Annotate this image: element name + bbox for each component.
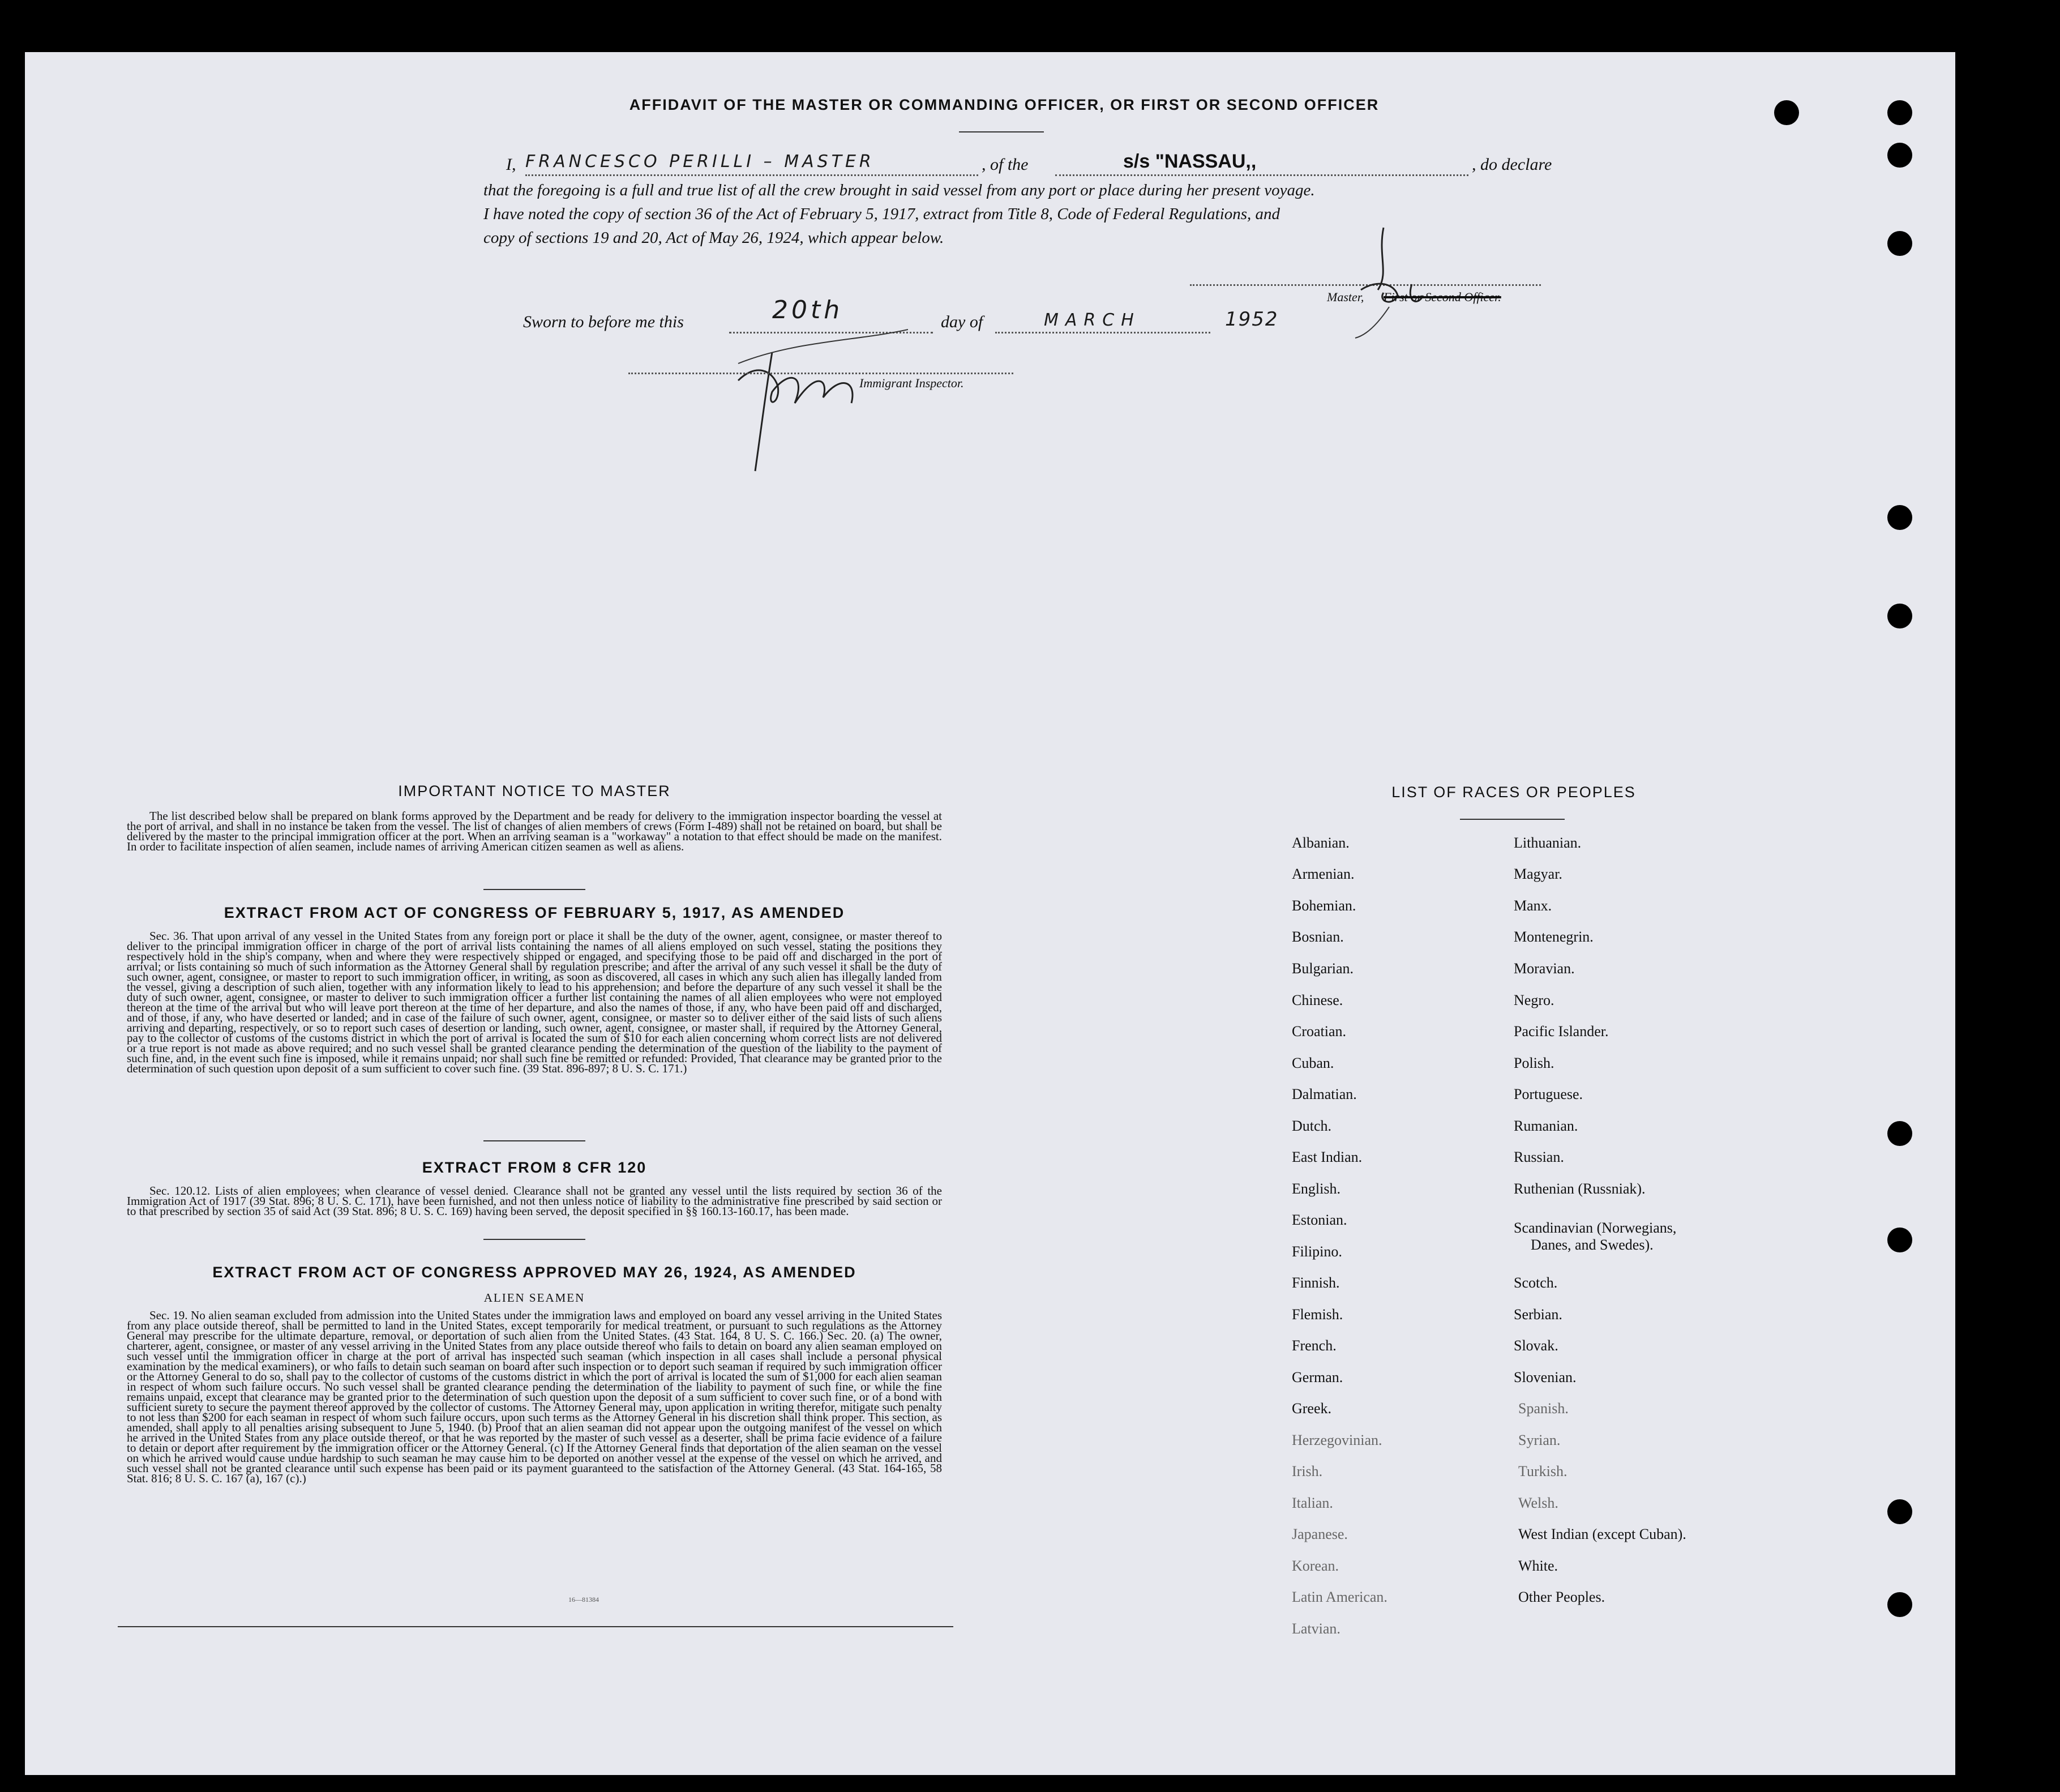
race-item: Irish. — [1292, 1463, 1323, 1479]
document-sheet — [25, 52, 1955, 1775]
extract-1917-title: EXTRACT FROM ACT OF CONGRESS OF FEBRUARY 5, 1917, AS AMENDED — [224, 904, 845, 921]
punch-hole — [1887, 1121, 1912, 1146]
race-item: Magyar. — [1514, 866, 1562, 882]
vessel-dotted-line — [1055, 174, 1468, 176]
race-item: Greek. — [1292, 1400, 1332, 1417]
race-item: Albanian. — [1292, 835, 1350, 851]
race-item: Latvian. — [1292, 1620, 1341, 1637]
extract-cfr-body — [127, 1186, 942, 1216]
extract-1924-text: Sec. 19. No alien seaman excluded from admission into the United States under the immigration laws and employed on board any vessel arriving in the United States from any place outside thereof, shall be permitted to land in the United States, except temporarily for medical treatment, or pursuant to such regulations as the Attorney General may prescribe for the ultimate departure, removal, or deportation of such alien from the United States. (43 Stat. 164, 8 U. S. C. 166.) Sec. 20. (a) The owner, charterer, agent, consignee, or master of any vessel arriving in the United States from any place outside thereof who fails to detain on board any alien seaman employed on such vessel until the immigration officer in charge at the port of arrival has inspected such seaman (which inspection in all cases shall include a personal physical examination by the medical examiners), or who fails to detain such seaman on board after such inspection or to deport such seaman if required by such immigration officer or the Attorney General to do so, shall pay to the collector of customs of the customs district in which the port of arrival is located the sum of $1,000 for each alien seaman in respect of whom such failure occurs. No such vessel shall be granted clearance pending the determination of the liability to payment of such fine, or while the fine remains unpaid, except that clearance may be granted prior to the determination of such question upon the deposit of a sum sufficient to cover such fine, or of a bond with sufficient surety to secure the payment thereof approved by the collector of customs. The Attorney General may, upon application in writing therefor, mitigate such penalty to not less than $200 for each seaman in respect of whom such failure occurs, upon such terms as the Attorney General in his discretion shall think proper. This section, as amended, shall apply to all penalties arising subsequent to June 5, 1940. (b) Proof that an alien seaman did not appear upon the outgoing manifest of the vessel on which he arrived in the United States from any place outside thereof, or that he was reported by the master of such vessel as a deserter, shall be prima facie evidence of a failure to detain or deport after requirement by the immigration officer or the Attorney General. (c) If the Attorney General finds that deportation of the alien seaman on the vessel on which he arrived would cause undue hardship to such seaman he may cause him to be deported on another vessel at the expense of the vessel on which he arrived, and such vessel shall not be granted clearance until such expense has been paid or its payment guaranteed to the satisfaction of the Attorney General. (43 Stat. 164-165, 58 Stat. 816; 8 U. S. C. 167 (a), 167 (c).) — [127, 1308, 942, 1485]
officer-struck-label: First or Second Officer. — [1384, 290, 1501, 304]
notice-text: The list described below shall be prepared on blank forms approved by the Department and be ready for delivery to the immigration inspector boarding the vessel at the port of arrival, and shall in no instance be taken from the vessel. The list of changes of alien members of crews (Form I-489) shall not be retained on board, but shall be delivered by the master to the principal immigration officer at the port. When an arriving seaman is a "workaway" a notation to that effect should be made on the manifest. In order to facilitate inspection of alien seamen, include names of arriving American citizen seamen as well as aliens. — [127, 809, 942, 853]
race-item: Spanish. — [1518, 1400, 1569, 1417]
affidavit-line4: copy of sections 19 and 20, Act of May 26, 1924, which appear below. — [483, 229, 944, 247]
affidavit-line1 — [483, 151, 1593, 180]
race-item: West Indian (except Cuban). — [1518, 1526, 1686, 1542]
name-dotted-line — [525, 174, 978, 176]
race-item: East Indian. — [1292, 1149, 1363, 1165]
notice-rule — [483, 889, 585, 890]
race-item: Welsh. — [1518, 1495, 1558, 1511]
race-item: White. — [1518, 1558, 1558, 1574]
extract-1917-body — [127, 931, 942, 1074]
race-item: Armenian. — [1292, 866, 1355, 882]
sworn-label: Sworn to before me this — [523, 313, 684, 331]
race-item: Italian. — [1292, 1495, 1333, 1511]
race-item: German. — [1292, 1369, 1343, 1385]
race-item: English. — [1292, 1181, 1341, 1197]
race-item: Turkish. — [1518, 1463, 1568, 1479]
extract-1924-subtitle: ALIEN SEAMEN — [483, 1291, 585, 1305]
race-item: French. — [1292, 1337, 1337, 1354]
race-item: Japanese. — [1292, 1526, 1348, 1542]
handwritten-day: 20th — [772, 296, 843, 324]
race-item: Lithuanian. — [1514, 835, 1582, 851]
race-item: Russian. — [1514, 1149, 1564, 1165]
extract-cfr-rule — [483, 1239, 585, 1240]
race-item: Chinese. — [1292, 992, 1343, 1008]
footer-code: 16—81384 — [568, 1596, 599, 1603]
bottom-rule — [118, 1626, 953, 1627]
race-item: Scotch. — [1514, 1274, 1558, 1291]
race-item: Filipino. — [1292, 1243, 1342, 1260]
month-dotted-line — [995, 332, 1210, 333]
do-declare-label: , do declare — [1472, 155, 1552, 174]
race-item: Dalmatian. — [1292, 1086, 1357, 1102]
race-item: Estonian. — [1292, 1212, 1347, 1228]
race-item: Serbian. — [1514, 1306, 1562, 1323]
master-label: Master, — [1327, 290, 1364, 304]
race-item: Slovak. — [1514, 1337, 1558, 1354]
affidavit-line3: I have noted the copy of section 36 of the Act of February 5, 1917, extract from Title 8, Code of Federal Regulations, and — [483, 205, 1280, 223]
inspector-signature — [727, 318, 908, 488]
race-item: Finnish. — [1292, 1274, 1340, 1291]
extract-1917-rule — [483, 1140, 585, 1141]
punch-hole — [1887, 231, 1912, 256]
of-the-label: , of the — [982, 155, 1029, 174]
race-item: Cuban. — [1292, 1055, 1334, 1071]
race-item: Pacific Islander. — [1514, 1023, 1609, 1040]
race-item: Montenegrin. — [1514, 929, 1594, 945]
inspector-label: Immigrant Inspector. — [859, 376, 964, 390]
races-title: LIST OF RACES OR PEOPLES — [1391, 784, 1636, 801]
punch-hole — [1887, 1228, 1912, 1252]
race-item: Danes, and Swedes). — [1531, 1237, 1654, 1253]
punch-hole — [1887, 1499, 1912, 1524]
race-item: Flemish. — [1292, 1306, 1343, 1323]
handwritten-month: MARCH — [1044, 310, 1141, 330]
punch-hole — [1887, 1592, 1912, 1617]
extract-1917-text: Sec. 36. That upon arrival of any vessel in the United States from any foreign port or place it shall be the duty of the owner, agent, consignee, or master thereof to deliver to the principal immigration officer in charge of the port of arrival lists containing the names of all aliens employed on such vessel, stating the positions they respectively hold in the ship's company, when and where they were respectively shipped or engaged, and specifying those to be paid off and discharged in the port of arrival; or lists containing so much of such information as the Attorney General shall by regulation prescribe; and after the arrival of any such vessel it shall be the duty of such owner, agent, consignee, or master to report to such immigration officer, in writing, as soon as discovered, all cases in which any such alien has illegally landed from the vessel, giving a description of such alien, together with any information likely to lead to his apprehension; and before the departure of any such vessel it shall be the duty of such owner, agent, consignee, or master to deliver to such immigration officer a further list containing the names of all alien employees who were not employed thereon at the time of the arrival but who will leave port thereon at the time of her departure, and also the names of those, if any, who have been paid off and discharged, and of those, if any, who have deserted or landed; and in case of the failure of such owner, agent, consignee, or master so to deliver either of the said lists of such aliens arriving and departing, respectively, or so to report such cases of desertion or landing, such owner, agent, consignee, or master shall, if required by the Attorney General, pay to the collector of customs of the customs district in which the port of arrival is located the sum of $10 for each alien concerning whom correct lists are not delivered or a true report is not made as above required; and no such vessel shall be granted clearance pending the determination of the question of the liability to the payment of such fine, and, in the event such fine is imposed, while it remains unpaid; nor shall such fine be remitted or refunded: Provided, That clearance may be granted prior to the determination of such question upon deposit of a sum sufficient to cover such fine. (39 Stat. 896-897; 8 U. S. C. 171.) — [127, 929, 942, 1075]
punch-hole — [1887, 143, 1912, 168]
race-item: Herzegovinian. — [1292, 1432, 1382, 1448]
inspector-dotted-line — [628, 373, 1013, 374]
race-item: Bulgarian. — [1292, 960, 1354, 977]
race-item: Croatian. — [1292, 1023, 1347, 1040]
race-item: Polish. — [1514, 1055, 1554, 1071]
race-item: Syrian. — [1518, 1432, 1561, 1448]
extract-cfr-text: Sec. 120.12. Lists of alien employees; when clearance of vessel denied. Clearance shall not be granted any vessel until the lists required by section 36 of the Immigration Act of 1917 (39 Stat. 896; 8 U. S. C. 171), have been furnished, and not then unless notice of liability to the administrative fine prescribed by said section or to that prescribed by section 35 of said Act (39 Stat. 896; 8 U. S. C. 169) having been served, the deposit specified in §§ 160.13-160.17, has been made. — [127, 1184, 942, 1218]
race-item: Moravian. — [1514, 960, 1575, 977]
i-label: I, — [506, 155, 516, 174]
extract-cfr-title: EXTRACT FROM 8 CFR 120 — [422, 1159, 647, 1176]
affidavit-title: AFFIDAVIT OF THE MASTER OR COMMANDING OFFICER, OR FIRST OR SECOND OFFICER — [629, 96, 1380, 113]
extract-1924-title: EXTRACT FROM ACT OF CONGRESS APPROVED MAY 26, 1924, AS AMENDED — [212, 1264, 856, 1281]
race-item: Bosnian. — [1292, 929, 1344, 945]
extract-1924-body — [127, 1310, 942, 1483]
vessel-name: s/s "NASSAU,, — [1123, 151, 1257, 172]
notice-title: IMPORTANT NOTICE TO MASTER — [398, 782, 671, 799]
punch-hole — [1774, 100, 1799, 125]
race-item: Other Peoples. — [1518, 1589, 1605, 1605]
race-item: Manx. — [1514, 897, 1552, 914]
race-item: Negro. — [1514, 992, 1554, 1008]
race-item: Portuguese. — [1514, 1086, 1583, 1102]
race-item: Latin American. — [1292, 1589, 1387, 1605]
affidavit-line2: that the foregoing is a full and true list of all the crew brought in said vessel from any port or place during her present voyage. — [483, 181, 1315, 199]
race-item: Bohemian. — [1292, 897, 1356, 914]
punch-hole — [1887, 505, 1912, 530]
race-item: Slovenian. — [1514, 1369, 1577, 1385]
race-item: Dutch. — [1292, 1118, 1332, 1134]
race-item: Rumanian. — [1514, 1118, 1578, 1134]
race-item: Ruthenian (Russniak). — [1514, 1181, 1646, 1197]
year-value: 1952 — [1225, 308, 1279, 331]
notice-body — [127, 811, 942, 852]
race-item: Scandinavian (Norwegians, — [1514, 1220, 1677, 1236]
punch-hole — [1887, 604, 1912, 628]
race-item: Korean. — [1292, 1558, 1339, 1574]
day-of-label: day of — [941, 313, 983, 331]
races-rule — [1460, 819, 1565, 820]
handwritten-name: FRANCESCO PERILLI – MASTER — [525, 152, 875, 172]
punch-hole — [1887, 100, 1912, 125]
title-rule — [959, 131, 1044, 132]
master-signature — [1344, 222, 1440, 341]
